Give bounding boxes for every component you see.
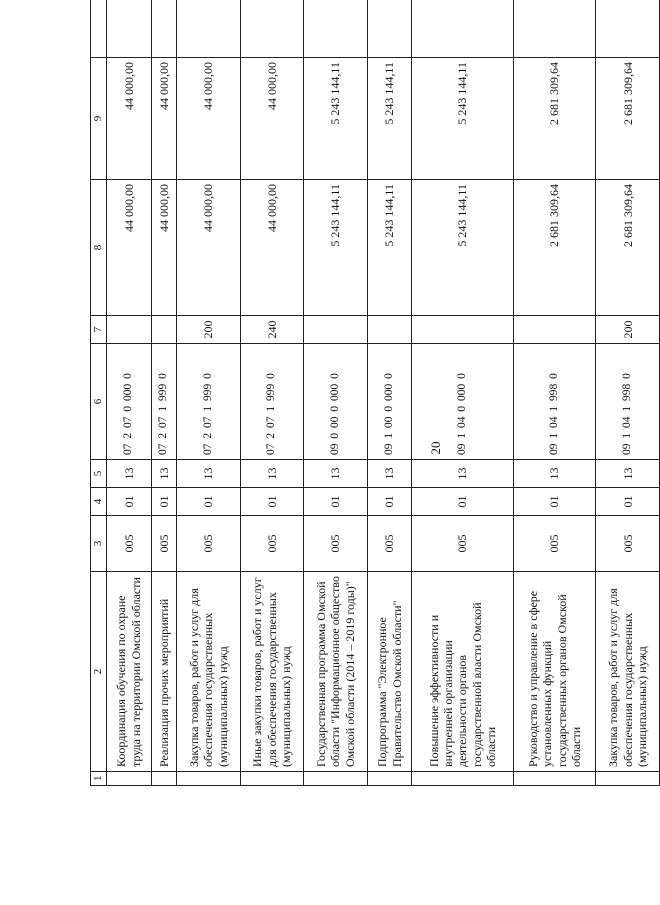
- amount-col9: 2 681 309,64: [513, 58, 596, 180]
- target-article-code: 09 0 00 0 000 0: [304, 344, 368, 460]
- cell-col1: [177, 772, 241, 786]
- amount-col9: 44 000,00: [177, 58, 241, 180]
- amount-col10: [513, 0, 596, 58]
- header-cell: 9: [91, 58, 107, 180]
- amount-col10: [151, 0, 177, 58]
- section-code: 01: [412, 488, 514, 516]
- amount-col9: 2 681 309,64: [596, 58, 660, 180]
- header-cell: 8: [91, 180, 107, 316]
- expense-type-code: [151, 316, 177, 344]
- target-article-code: 07 2 07 0 000 0: [107, 344, 152, 460]
- ved-code: 005: [107, 516, 152, 572]
- cell-col1: [412, 772, 514, 786]
- header-cell: 2: [91, 572, 107, 772]
- subsection-code: 13: [240, 460, 304, 488]
- amount-col10: [177, 0, 241, 58]
- header-cell: 3: [91, 516, 107, 572]
- amount-col9: 44 000,00: [107, 58, 152, 180]
- header-cell: 5: [91, 460, 107, 488]
- amount-col8: 5 243 144,11: [304, 180, 368, 316]
- ved-code: 005: [412, 516, 514, 572]
- target-article-code: 07 2 07 1 999 0: [240, 344, 304, 460]
- expense-type-code: [412, 316, 514, 344]
- target-article-code: 09 1 04 1 998 0: [596, 344, 660, 460]
- expense-name: Координация обучения по охране труда на территории Омской области: [107, 572, 152, 772]
- table-row: [177, 0, 241, 786]
- subsection-code: 13: [151, 460, 177, 488]
- expense-name: Государственная программа Омской области "Информационное общество Омской области (2014 – 2019 годы)": [304, 572, 368, 772]
- amount-col8: 44 000,00: [107, 180, 152, 316]
- section-code: 01: [107, 488, 152, 516]
- section-code: 01: [151, 488, 177, 516]
- section-code: 01: [304, 488, 368, 516]
- amount-col10: [367, 0, 412, 58]
- table-row: [151, 0, 177, 786]
- header-row: [91, 0, 107, 786]
- table-row: [513, 0, 596, 786]
- cell-col1: [367, 772, 412, 786]
- subsection-code: 13: [107, 460, 152, 488]
- cell-col1: [304, 772, 368, 786]
- subsection-code: 13: [513, 460, 596, 488]
- amount-col9: 5 243 144,11: [367, 58, 412, 180]
- amount-col9: 5 243 144,11: [412, 58, 514, 180]
- target-article-code: 09 1 04 0 000 0: [412, 344, 514, 460]
- cell-col1: [513, 772, 596, 786]
- subsection-code: 13: [304, 460, 368, 488]
- section-code: 01: [513, 488, 596, 516]
- amount-col8: 44 000,00: [240, 180, 304, 316]
- subsection-code: 13: [596, 460, 660, 488]
- section-code: 01: [240, 488, 304, 516]
- cell-col1: [107, 772, 152, 786]
- ved-code: 005: [304, 516, 368, 572]
- expense-name: Подпрограмма "Электронное Правительство Омской области": [367, 572, 412, 772]
- ved-code: 005: [513, 516, 596, 572]
- expense-type-code: [107, 316, 152, 344]
- cell-col1: [151, 772, 177, 786]
- target-article-code: 07 2 07 1 999 0: [177, 344, 241, 460]
- amount-col10: [107, 0, 152, 58]
- header-cell: 7: [91, 316, 107, 344]
- table-row: [107, 0, 152, 786]
- cell-col1: [596, 772, 660, 786]
- subsection-code: 13: [177, 460, 241, 488]
- amount-col10: [596, 0, 660, 58]
- header-cell: 4: [91, 488, 107, 516]
- section-code: 01: [596, 488, 660, 516]
- section-code: 01: [367, 488, 412, 516]
- expense-type-code: 240: [240, 316, 304, 344]
- amount-col9: 44 000,00: [151, 58, 177, 180]
- expense-name: Реализация прочих мероприятий: [151, 572, 177, 772]
- budget-table-rotated: [90, 0, 660, 786]
- expense-name: Руководство и управление в сфере установленных функций государственных органов Омской области: [513, 572, 596, 772]
- header-cell: [91, 0, 107, 58]
- expense-type-code: [513, 316, 596, 344]
- target-article-code: 07 2 07 1 999 0: [151, 344, 177, 460]
- amount-col8: 2 681 309,64: [596, 180, 660, 316]
- expense-name: Повышение эффективности и внутренней организации деятельности органов государственной власти Омской области: [412, 572, 514, 772]
- amount-col10: [304, 0, 368, 58]
- table-row: [367, 0, 412, 786]
- amount-col8: 2 681 309,64: [513, 180, 596, 316]
- table-row: [596, 0, 660, 786]
- page-number: 20: [428, 441, 443, 455]
- target-article-code: 09 1 04 1 998 0: [513, 344, 596, 460]
- subsection-code: 13: [367, 460, 412, 488]
- expense-type-code: [304, 316, 368, 344]
- expense-name: Закупка товаров, работ и услуг для обеспечения государственных (муниципальных) нужд: [177, 572, 241, 772]
- header-cell: 6: [91, 344, 107, 460]
- amount-col9: 44 000,00: [240, 58, 304, 180]
- ved-code: 005: [367, 516, 412, 572]
- table-row: [304, 0, 368, 786]
- amount-col8: 5 243 144,11: [412, 180, 514, 316]
- ved-code: 005: [177, 516, 241, 572]
- section-code: 01: [177, 488, 241, 516]
- amount-col8: 44 000,00: [151, 180, 177, 316]
- expense-name: Закупка товаров, работ и услуг для обеспечения государственных (муниципальных) нужд: [596, 572, 660, 772]
- budget-table: [90, 0, 660, 786]
- table-body: [91, 0, 660, 786]
- amount-col8: 44 000,00: [177, 180, 241, 316]
- expense-type-code: 200: [177, 316, 241, 344]
- ved-code: 005: [596, 516, 660, 572]
- expense-type-code: 200: [596, 316, 660, 344]
- amount-col10: [240, 0, 304, 58]
- ved-code: 005: [151, 516, 177, 572]
- table-row: [240, 0, 304, 786]
- table-row: [412, 0, 514, 786]
- header-cell: 1: [91, 772, 107, 786]
- expense-name: Иные закупки товаров, работ и услуг для обеспечения государственных (муниципальных) нужд: [240, 572, 304, 772]
- cell-col1: [240, 772, 304, 786]
- target-article-code: 09 1 00 0 000 0: [367, 344, 412, 460]
- amount-col9: 5 243 144,11: [304, 58, 368, 180]
- amount-col8: 5 243 144,11: [367, 180, 412, 316]
- subsection-code: 13: [412, 460, 514, 488]
- ved-code: 005: [240, 516, 304, 572]
- amount-col10: [412, 0, 514, 58]
- expense-type-code: [367, 316, 412, 344]
